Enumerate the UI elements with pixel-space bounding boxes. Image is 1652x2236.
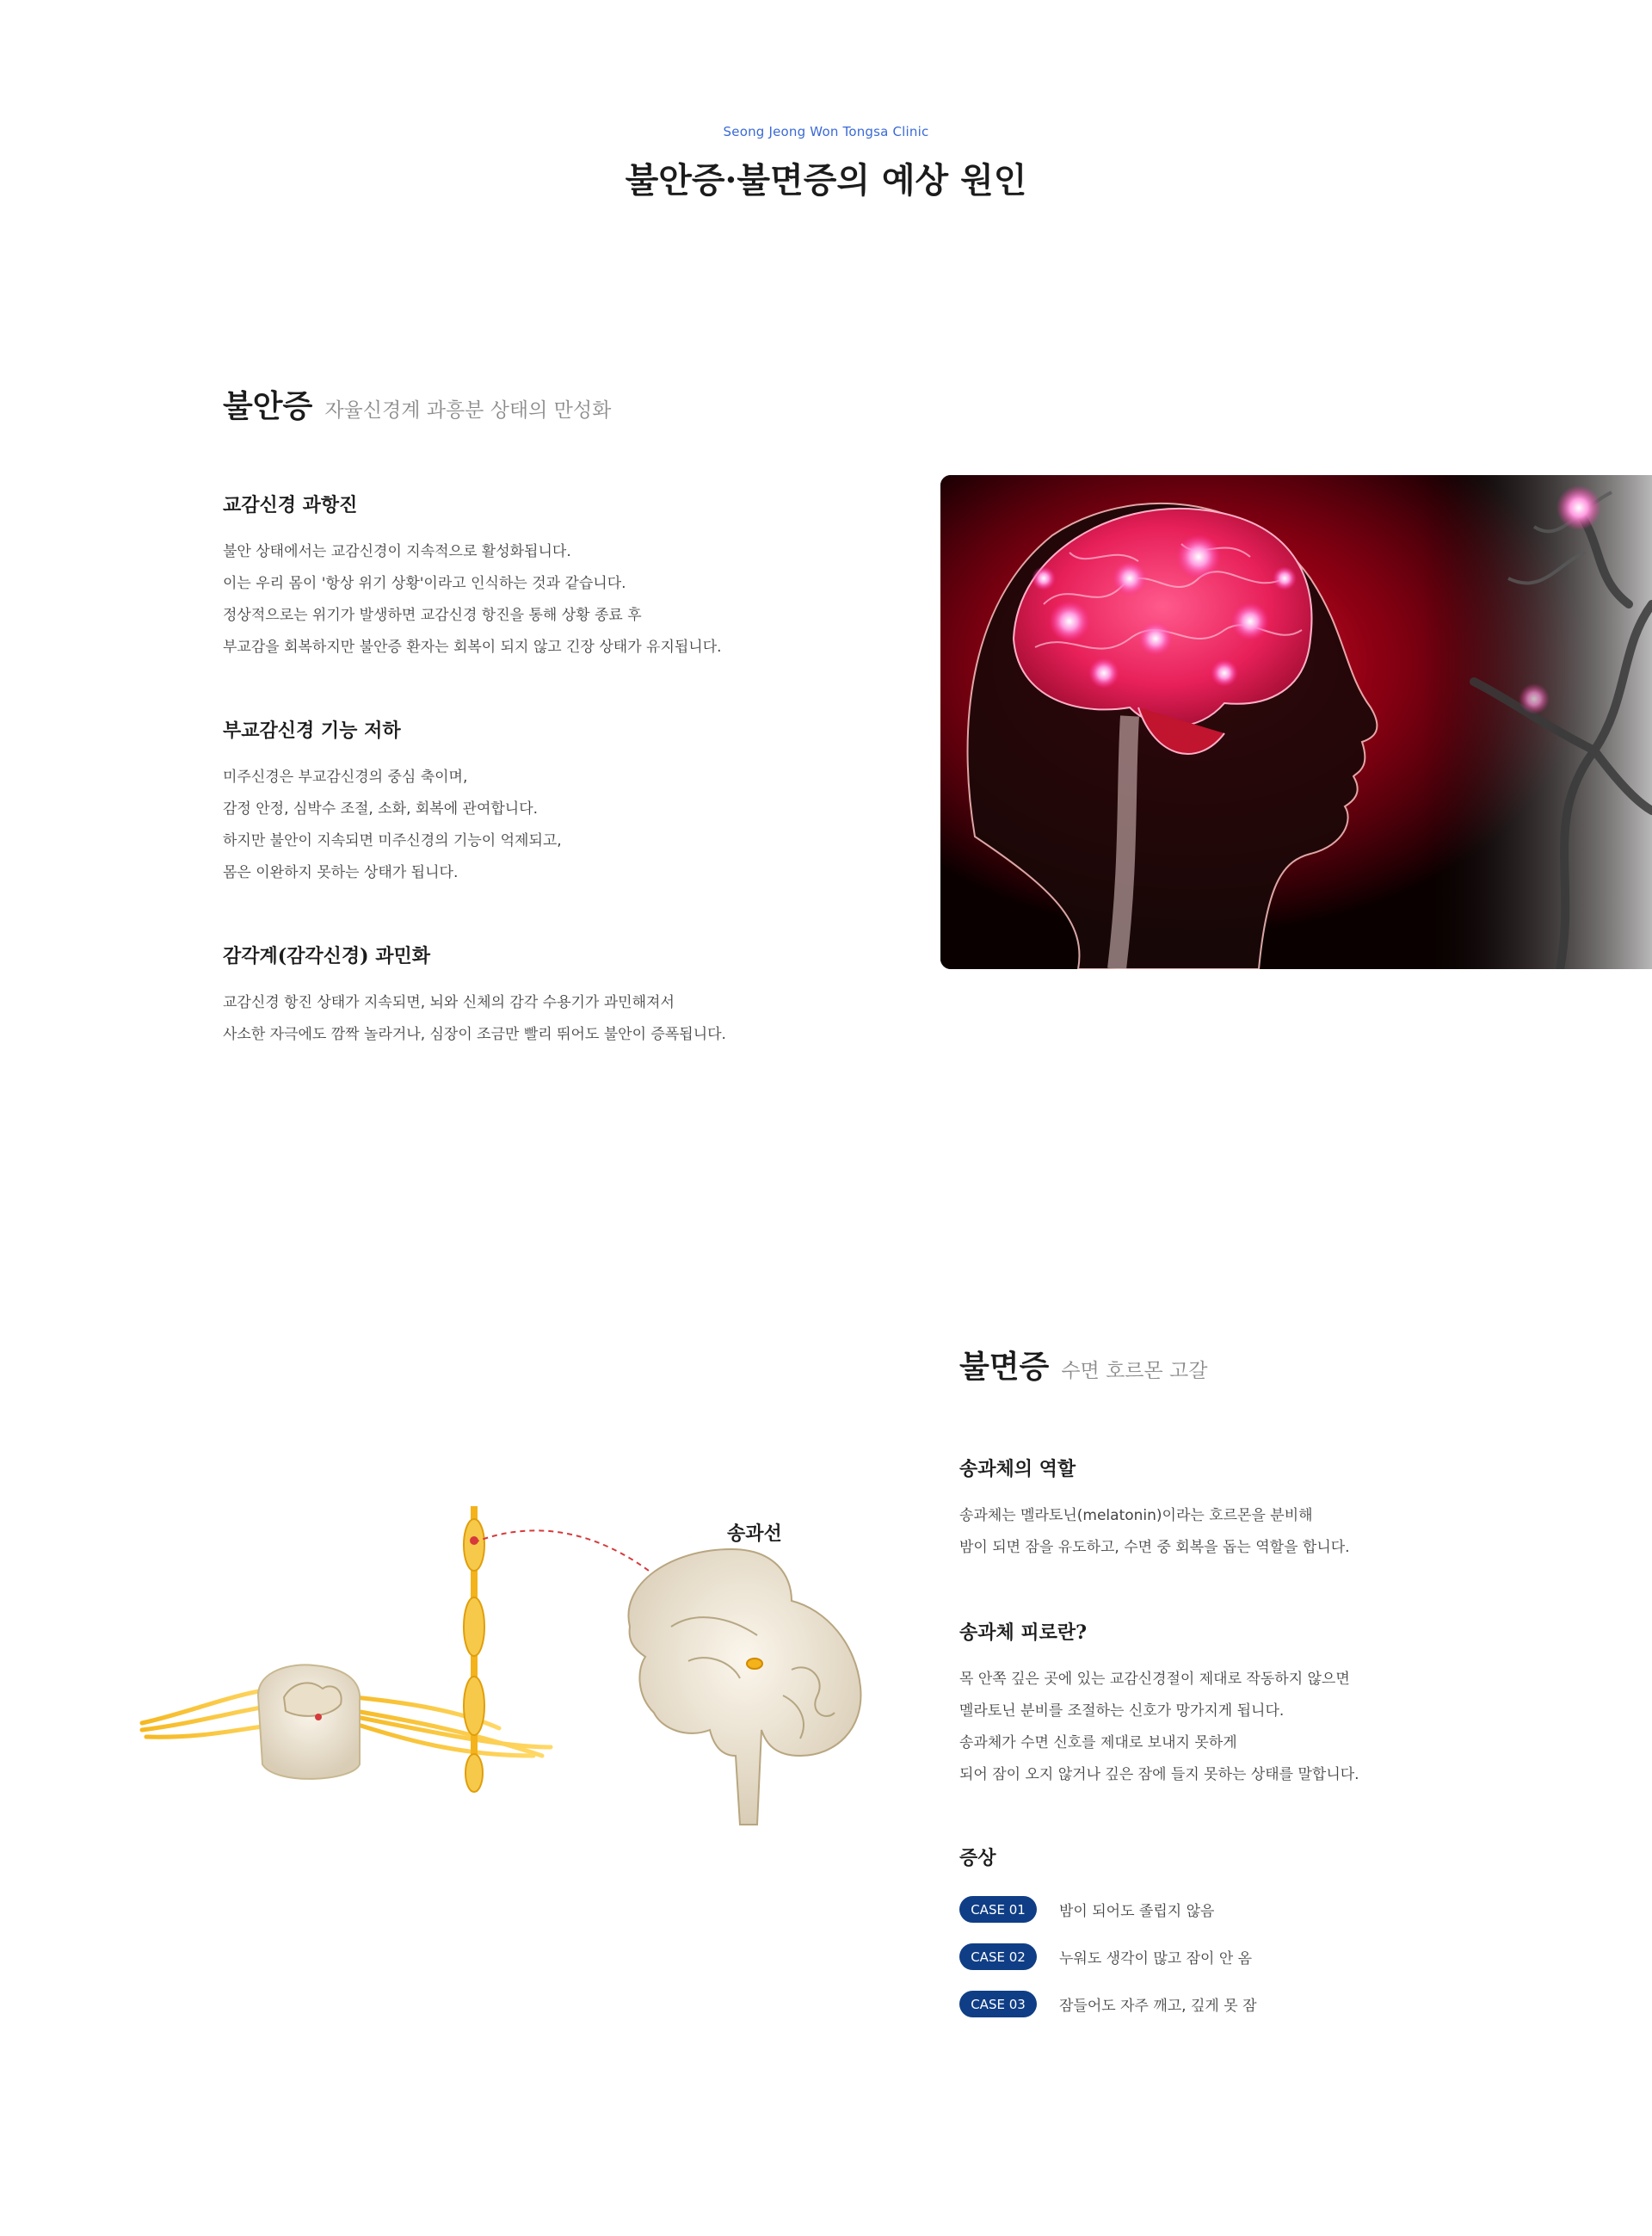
anxiety-block-2	[223, 716, 562, 889]
block-text	[959, 1500, 1350, 1564]
anxiety-title: 불안증	[223, 388, 313, 424]
text-line: 송과체가 수면 신호를 제대로 보내지 못하게	[959, 1734, 1237, 1751]
text-line: 몸은 이완하지 못하는 상태가 됩니다.	[223, 864, 459, 881]
insomnia-block-2	[959, 1618, 1359, 1791]
text-line: 되어 잠이 오지 않거나 깊은 잠에 들지 못하는 상태를 말합니다.	[959, 1766, 1359, 1783]
text-line: 교감신경 항진 상태가 지속되면, 뇌와 신체의 감각 수용기가 과민해져서	[223, 994, 675, 1011]
insomnia-block-1	[959, 1455, 1350, 1564]
page-eyebrow: Seong Jeong Won Tongsa Clinic	[723, 124, 929, 139]
text-line: 정상적으로는 위기가 발생하면 교감신경 항진을 통해 상황 종료 후	[223, 607, 642, 624]
text-line: 멜라토닌 분비를 조절하는 신호가 망가지게 됩니다.	[959, 1702, 1285, 1720]
case-item	[959, 1991, 1257, 2017]
symptoms-title: 증상	[959, 1847, 996, 1869]
brain-neuron-image	[940, 475, 1652, 969]
anatomy-illustration	[138, 1498, 878, 1842]
text-line: 목 안쪽 깊은 곳에 있는 교감신경절이 제대로 작동하지 않으면	[959, 1671, 1350, 1688]
pineal-gland-label: 송과선	[727, 1523, 782, 1545]
insomnia-title: 불면증	[959, 1349, 1050, 1385]
text-line: 하지만 불안이 지속되면 미주신경의 기능이 억제되고,	[223, 832, 562, 849]
block-title: 부교감신경 기능 저하	[223, 720, 401, 742]
case-badge: CASE 02	[959, 1943, 1037, 1970]
case-text: 누워도 생각이 많고 잠이 안 옴	[1059, 1950, 1253, 1967]
case-text: 잠들어도 자주 깨고, 깊게 못 잠	[1059, 1998, 1257, 2015]
case-badge: CASE 01	[959, 1896, 1037, 1923]
text-line: 불안 상태에서는 교감신경이 지속적으로 활성화됩니다.	[223, 543, 571, 560]
symptoms-block	[959, 1844, 1257, 2038]
case-item	[959, 1896, 1257, 1923]
block-title: 송과체 피로란?	[959, 1621, 1088, 1644]
case-item	[959, 1943, 1257, 1970]
block-text	[223, 536, 722, 664]
block-title: 교감신경 과항진	[223, 494, 358, 516]
text-line: 사소한 자극에도 깜짝 놀라거나, 심장이 조금만 빨리 뛰어도 불안이 증폭됩니다.	[223, 1026, 726, 1043]
text-line: 이는 우리 몸이 '항상 위기 상황'이라고 인식하는 것과 같습니다.	[223, 575, 626, 592]
text-line: 밤이 되면 잠을 유도하고, 수면 중 회복을 돕는 역할을 합니다.	[959, 1539, 1350, 1556]
block-text	[959, 1664, 1359, 1791]
case-text: 밤이 되어도 졸립지 않음	[1059, 1903, 1215, 1920]
text-line: 부교감을 회복하지만 불안증 환자는 회복이 되지 않고 긴장 상태가 유지됩니다.	[223, 639, 722, 656]
block-text	[223, 762, 562, 889]
text-line: 송과체는 멜라토닌(melatonin)이라는 호르몬을 분비해	[959, 1507, 1313, 1524]
anxiety-subtitle: 자율신경계 과흥분 상태의 만성화	[324, 399, 612, 422]
brain-illustration	[940, 475, 1652, 969]
block-title: 송과체의 역할	[959, 1458, 1076, 1480]
text-line: 미주신경은 부교감신경의 중심 축이며,	[223, 769, 468, 786]
anxiety-block-1	[223, 491, 722, 664]
insomnia-subtitle: 수면 호르몬 고갈	[1061, 1360, 1208, 1382]
page-title: 불안증·불면증의 예상 원인	[625, 160, 1027, 201]
block-text	[223, 987, 726, 1051]
anxiety-block-3	[223, 942, 726, 1051]
text-line: 감정 안정, 심박수 조절, 소화, 회복에 관여합니다.	[223, 800, 539, 818]
anxiety-heading	[223, 382, 611, 426]
insomnia-heading	[959, 1343, 1207, 1387]
pineal-anatomy-diagram	[138, 1498, 878, 1842]
case-badge: CASE 03	[959, 1991, 1037, 2017]
block-title: 감각계(감각신경) 과민화	[223, 945, 430, 967]
